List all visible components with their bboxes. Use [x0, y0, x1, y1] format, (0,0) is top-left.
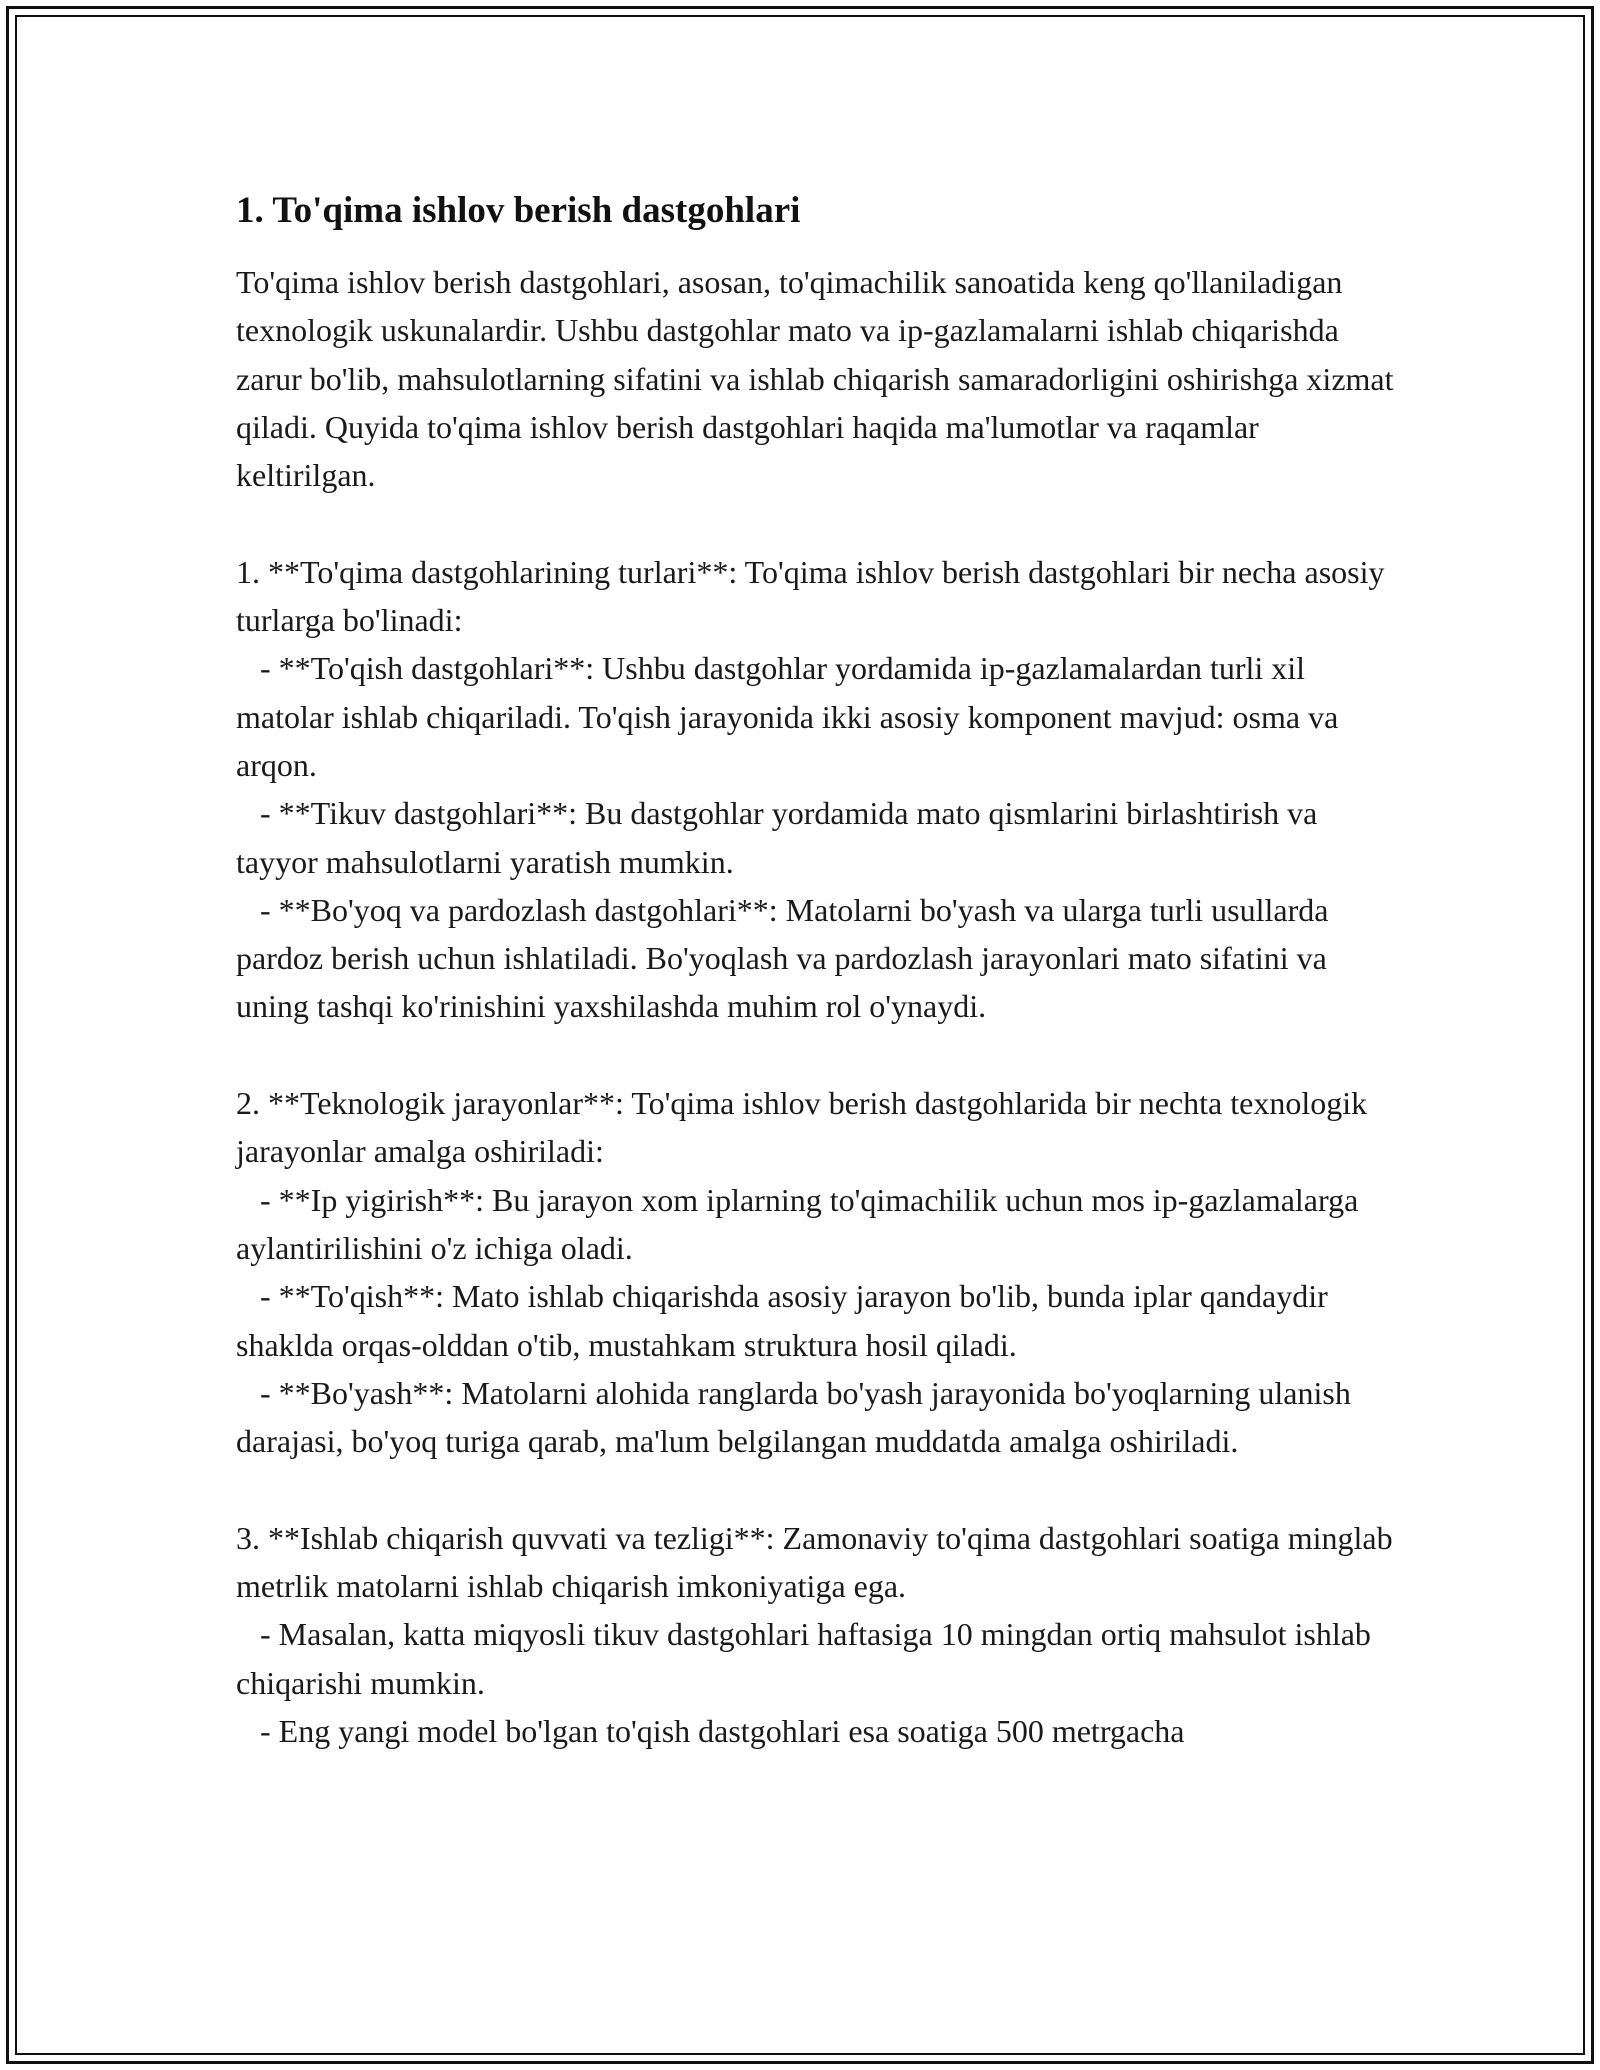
document-content: [236, 186, 1396, 1755]
document-heading: 1. To'qima ishlov berish dastgohlari: [236, 190, 801, 231]
document-body-text: To'qima ishlov berish dastgohlari, asosan, to'qimachilik sanoatida keng qo'llaniladigan texnologik uskunalardir. Ushbu dastgohlar mato va ip-gazlamalarni ishlab chiqarishda zarur bo'lib, mahsulotlarning sifatini va ishlab chiqarish samaradorligini oshirishga xizmat qiladi. Quyida to'qima ishlov berish dastgohlari haqida ma'lumotlar va raqamlar keltirilgan. 1. **To'qima dastgohlarining turlari**: To'qima ishlov berish dastgohlari bir necha asosiy turlarga bo'linadi: - **To'qish dastgohlari**: Ushbu dastgohlar yordamida ip-gazlamalardan turli xil matolar ishlab chiqariladi. To'qish jarayonida ikki asosiy komponent mavjud: osma va arqon. - **Tikuv dastgohlari**: Bu dastgohlar yordamida mato qismlarini birlashtirish va tayyor mahsulotlarni yaratish mumkin. - **Bo'yoq va pardozlash dastgohlari**: Matolarni bo'yash va ularga turli usullarda pardoz berish uchun ishlatiladi. Bo'yoqlash va pardozlash jarayonlari mato sifatini va uning tashqi ko'rinishini yaxshilashda muhim rol o'ynaydi. 2. **Teknologik jarayonlar**: To'qima ishlov berish dastgohlarida bir nechta texnologik jarayonlar amalga oshiriladi: - **Ip yigirish**: Bu jarayon xom iplarning to'qimachilik uchun mos ip-gazlamalarga aylantirilishini o'z ichiga oladi. - **To'qish**: Mato ishlab chiqarishda asosiy jarayon bo'lib, bunda iplar qandaydir shaklda orqas-olddan o'tib, mustahkam struktura hosil qiladi. - **Bo'yash**: Matolarni alohida ranglarda bo'yash jarayonida bo'yoqlarning ulanish darajasi, bo'yoq turiga qarab, ma'lum belgilangan muddatda amalga oshiriladi. 3. **Ishlab chiqarish quvvati va tezligi**: Zamonaviy to'qima dastgohlari soatiga minglab metrlik matolarni ishlab chiqarish imkoniyatiga ega. - Masalan, katta miqyosli tikuv dastgohlari haftasiga 10 mingdan ortiq mahsulot ishlab chiqarishi mumkin. - Eng yangi model bo'lgan to'qish dastgohlari esa soatiga 500 metrgacha: [236, 264, 1394, 1749]
